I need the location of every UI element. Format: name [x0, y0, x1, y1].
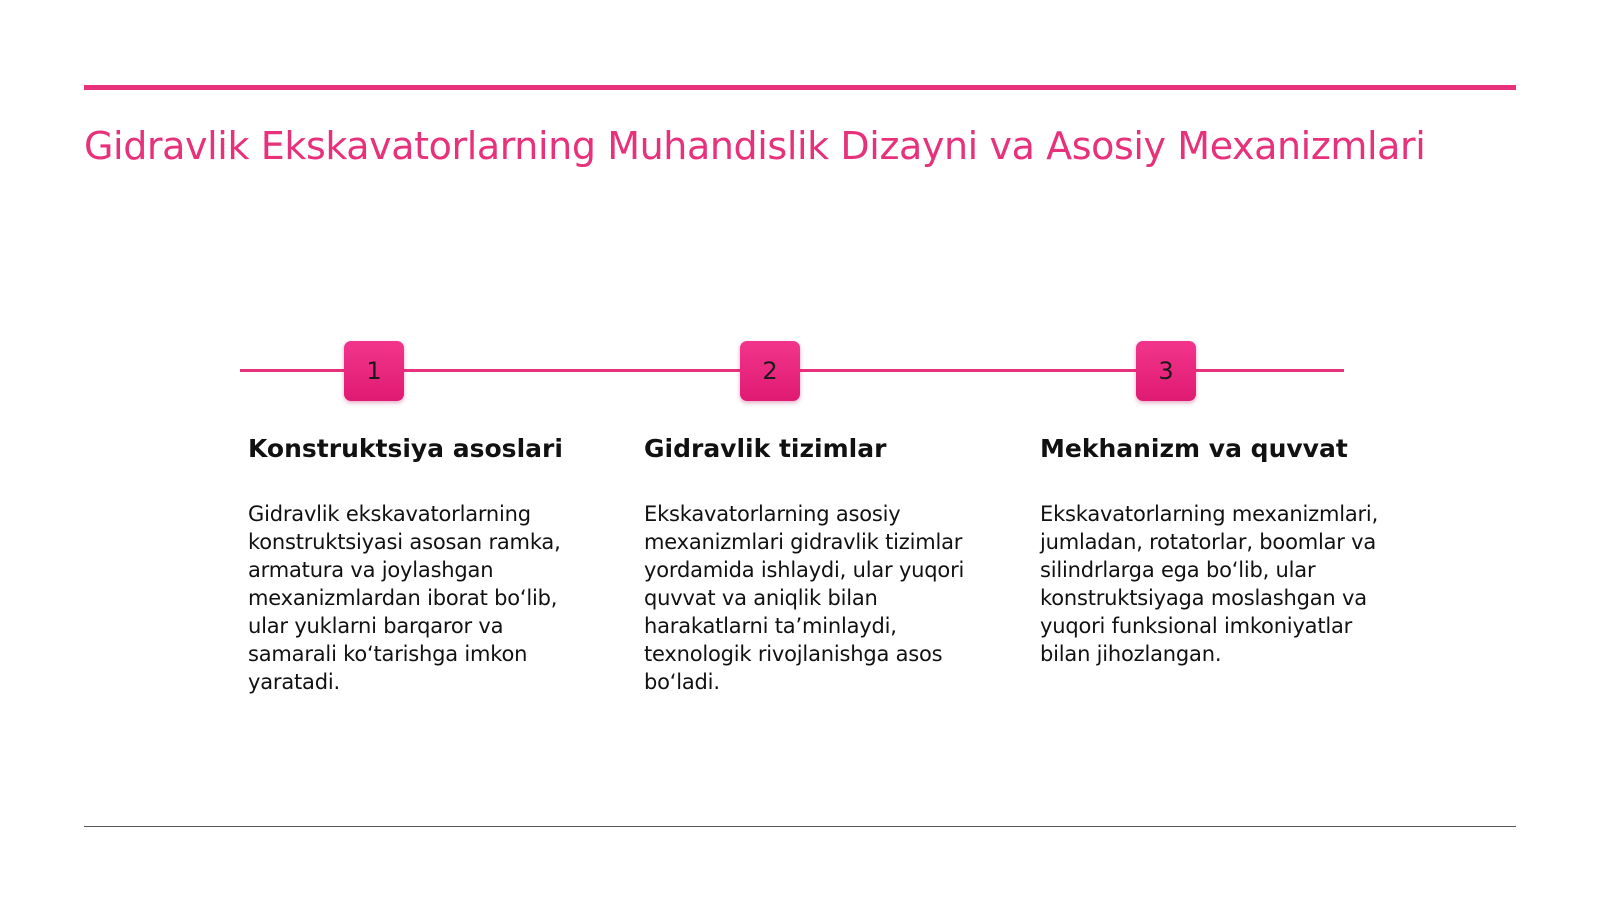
step-1-marker: 1 — [344, 341, 404, 401]
footer-rule — [84, 826, 1516, 827]
step-3-column — [1040, 432, 1390, 668]
step-2-heading: Gidravlik tizimlar — [644, 434, 887, 463]
step-1-heading: Konstruktsiya asoslari — [248, 434, 563, 463]
slide-title: Gidravlik Ekskavatorlarning Muhandislik Dizayni va Asosiy Mexanizmlari — [84, 124, 1426, 168]
step-2-marker: 2 — [740, 341, 800, 401]
step-3-marker: 3 — [1136, 341, 1196, 401]
step-2-body: Ekskavatorlarning asosiy mexanizmlari gidravlik tizimlar yordamida ishlaydi, ular yuqori quvvat va aniqlik bilan harakatlarni ta’minlaydi, texnologik rivojlanishga asos bo‘ladi. — [644, 502, 965, 694]
step-1-column — [248, 432, 598, 696]
step-2-column — [644, 432, 994, 696]
step-3-body: Ekskavatorlarning mexanizmlari, jumladan, rotatorlar, boomlar va silindrlarga ega bo‘lib, ular konstruktsiyaga moslashgan va yuqori funksional imkoniyatlar bilan jihozlangan. — [1040, 502, 1379, 666]
step-3-heading: Mekhanizm va quvvat — [1040, 434, 1348, 463]
step-1-body: Gidravlik ekskavatorlarning konstruktsiyasi asosan ramka, armatura va joylashgan mexanizmlardan iborat bo‘lib, ular yuklarni barqaror va samarali ko‘tarishga imkon yaratadi. — [248, 502, 561, 694]
title-accent-rule — [84, 85, 1516, 90]
